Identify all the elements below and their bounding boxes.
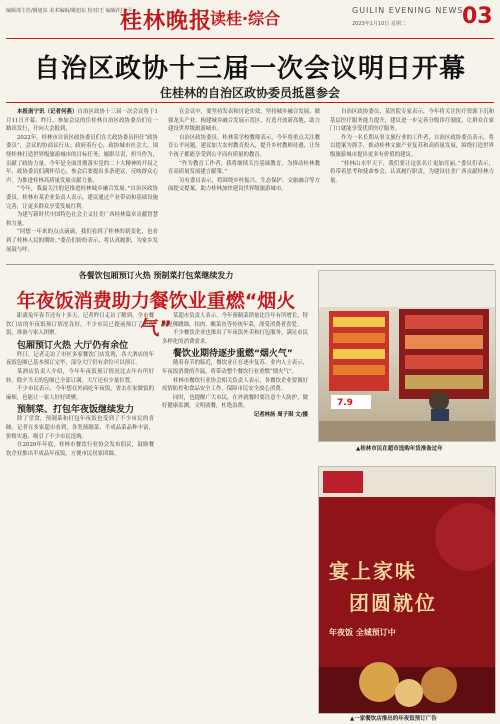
banner-title-line1: 宴上家味 xyxy=(329,559,417,583)
section-title: 读桂·综合 xyxy=(210,9,281,28)
main-subhead: 住桂林的自治区政协委员抵邕参会 xyxy=(159,86,340,100)
story1-column-3 xyxy=(330,108,494,260)
issue-date: 2023年1月10日 星期二 xyxy=(352,21,406,27)
page-header xyxy=(0,0,500,36)
story1-paragraph: “回想一年来的点点滴滴，我们看到了桂林的新变化，也看到了桂林人民的期盼。”委员们纷纷表示，将认真履职，为家乡发展鼓与呼。 xyxy=(6,229,158,253)
supermarket-illustration xyxy=(319,271,495,441)
story1-paragraph: “作为教育工作者，我将继续关注基础教育，为推动桂林教育高质量发展建言献策。” xyxy=(168,160,320,176)
banner-subtext: 年夜饭 全城预订中 xyxy=(329,628,396,637)
main-headline: 自治区政协十三届一次会议明日开幕 xyxy=(33,54,466,84)
story2-subtitle-2: 预制菜、打包年夜饭继续发力 xyxy=(17,405,135,416)
story2-paragraph: 不少市民表示，今年想在外面吃年夜饭，省去在家做饭的麻烦，也能让一家人好好团聚。 xyxy=(6,386,154,401)
story2-subtitle-1: 包厢预订火热 大厅仍有余位 xyxy=(17,340,129,351)
story2-headline: 年夜饭消费助力餐饮业重燃“烟火气” xyxy=(16,290,296,339)
supermarket-photo xyxy=(318,270,496,442)
paper-english-name: GUILIN EVENING NEWS xyxy=(352,6,464,15)
header-rule xyxy=(6,38,494,39)
new-year-banner-photo xyxy=(318,466,496,714)
story2-paragraph: 某超市负责人表示，今年预制菜销量比往年有所增长，特别是佛跳墙、扣肉、酸菜鱼等传统年菜，深受消费者喜爱。 xyxy=(162,313,308,328)
story2-column-1 xyxy=(6,312,154,720)
headline-rule xyxy=(6,102,494,103)
story1-paragraph: “桂林山水甲天下，我们要让这张名片更加亮丽。”委员们表示，将带着思考和使命参会，认真履行职责，为建设壮美广西贡献桂林力量。 xyxy=(330,160,494,184)
story1-paragraph: 自治区政协十三届一次会议将于1月11日开幕。昨日，参加会议的住桂林自治区政协委员们在一路出发行，开向大会报到。 xyxy=(6,109,158,133)
editor-meta: 编辑部主任/姚旭东 美术编辑/姚旭东 校对/王 编辑/付金平 xyxy=(6,8,133,14)
story2-paragraph: 不少餐饮企业也推出了年夜饭外卖和打包服务，满足市民多样化的消费需求。 xyxy=(162,330,308,345)
byline: 本报南宁讯（记者何燕） xyxy=(17,109,78,115)
story2-paragraph: 昨日，记者走访了市区多家餐饮门店发现，各大酒店的年夜饭包厢已基本预订完毕，部分大厅仍有余位可以预订。 xyxy=(6,351,154,367)
story2-reporter: 记者林扬 周子琪 文/摄 xyxy=(253,411,308,418)
story2-kicker: 各餐饮包厢预订火热 预制菜打包菜继续发力 xyxy=(78,271,234,280)
story1-paragraph: 作为一名长期从事文旅行业的工作者，自治区政协委员表示，将以提案为抓手，推动桂林文旅产业复苏和高质量发展，围绕打造世界级旅游城市提出更多有价值的建议。 xyxy=(330,134,494,158)
story1-paragraph: 2022年，桂林市自治区政协委员们在大政协委员担任“政协委员”，会议的协商议行从；政府着行心，政协城市社会大，围绕桂林打造世界级旅游城市的目标任务，履职尽责，担当作为，贡献了政协力量。今年是全面贯彻落实党的二十大精神的开局之年，政协委员们满怀信心，参会后要提出多条建议，反映群众心声，为推进桂林高质量发展贡献力量。 xyxy=(6,134,158,184)
story2-paragraph: 在2020年年底，桂林市餐饮行业协会发布倡议，鼓励餐饮企业推出半成品年夜饭，方便市民居家团圆。 xyxy=(6,442,154,457)
story1-paragraph: 在会议中，要坚持发表和讨论实效，坚持城乡融合发展、做强龙头产业，构建城乡融合发展示范区，打造开放新高地，助力建设世界级旅游城市。 xyxy=(168,109,320,133)
story2-paragraph: 距离兔年春节还有十多天，记者昨日走访了解到，全市餐饮门店的年夜饭预订情况良好，不少市民已提前预订了年夜饭，准备与家人团聚。 xyxy=(6,313,154,337)
story1-paragraph: 自治区政协委员、某医院专家表示，今年将关注医疗资源下沉和基层医疗服务能力提升，建议进一步完善分级诊疗制度，让群众在家门口就能享受优质医疗服务。 xyxy=(330,109,494,133)
story1-paragraph: “今年，我最关注的是推进桂林城乡融合发展。”自治区政协委员、桂林市某企业负责人表示，建议通过产业带动和基础设施完善，让更多群众享受发展红利。 xyxy=(6,186,158,210)
photo2-caption: ▲一家餐饮店推出的年夜饭预订广告 xyxy=(350,716,437,722)
story2-subtitle-3: 餐饮业期待逐步重燃“烟火气” xyxy=(173,349,293,360)
banner-title-line2: 团圆就位 xyxy=(349,591,437,615)
story1-paragraph: 自治区政协委员、桂林某学校教师表示，今年将重点关注教育公平问题。建议加大农村教育投入，提升乡村教师待遇，让每个孩子都能享受到公平而有质量的教育。 xyxy=(168,134,320,158)
story2-paragraph: 桂林市餐饮行业协会相关负责人表示，各餐饮企业要做好疫情防控和食品安全工作，保障市民安全放心消费。 xyxy=(162,377,308,393)
story1-paragraph: 为建写新时代中国特色社会主义壮美广西桂林篇章贡献智慧和力量。 xyxy=(6,212,158,227)
page-number: 03 xyxy=(462,4,493,29)
story2-column-2 xyxy=(162,312,308,720)
story1-column-1 xyxy=(6,108,158,260)
story2-paragraph: 除了堂食，预制菜和打包年夜饭也受到了不少市民的青睐。记者在多家超市看到，各类预制菜、半成品菜品种丰富，价格实惠，吸引了不少市民选购。 xyxy=(6,416,154,440)
photo1-caption: ▲桂林市民在超市选购年货准备过年 xyxy=(356,446,443,452)
masthead: 桂林晚报 xyxy=(120,8,213,34)
story1-paragraph: 另有委员表示，将围绕乡村振兴、生态保护、文旅融合等方面提交提案，助力桂林加快建设世界级旅游城市。 xyxy=(168,177,320,193)
story2-paragraph: 某酒店负责人介绍，今年年夜饭预订情况比去年有所好转，除夕当天的包厢已全部订满，大厅还有少量位置。 xyxy=(6,368,154,384)
price-tag: 7.9 xyxy=(337,398,353,408)
story2-paragraph: 同时，也提醒广大市民，在外就餐时要注意个人防护，做好健康监测，文明就餐，杜绝浪费。 xyxy=(162,394,308,410)
story2-paragraph: 随着春节的临近，餐饮业正在逐步复苏。业内人士表示，年夜饭消费的升温，将带动整个餐饮行业重燃“烟火气”。 xyxy=(162,360,308,375)
story1-column-2 xyxy=(168,108,320,260)
story-divider xyxy=(6,264,494,265)
